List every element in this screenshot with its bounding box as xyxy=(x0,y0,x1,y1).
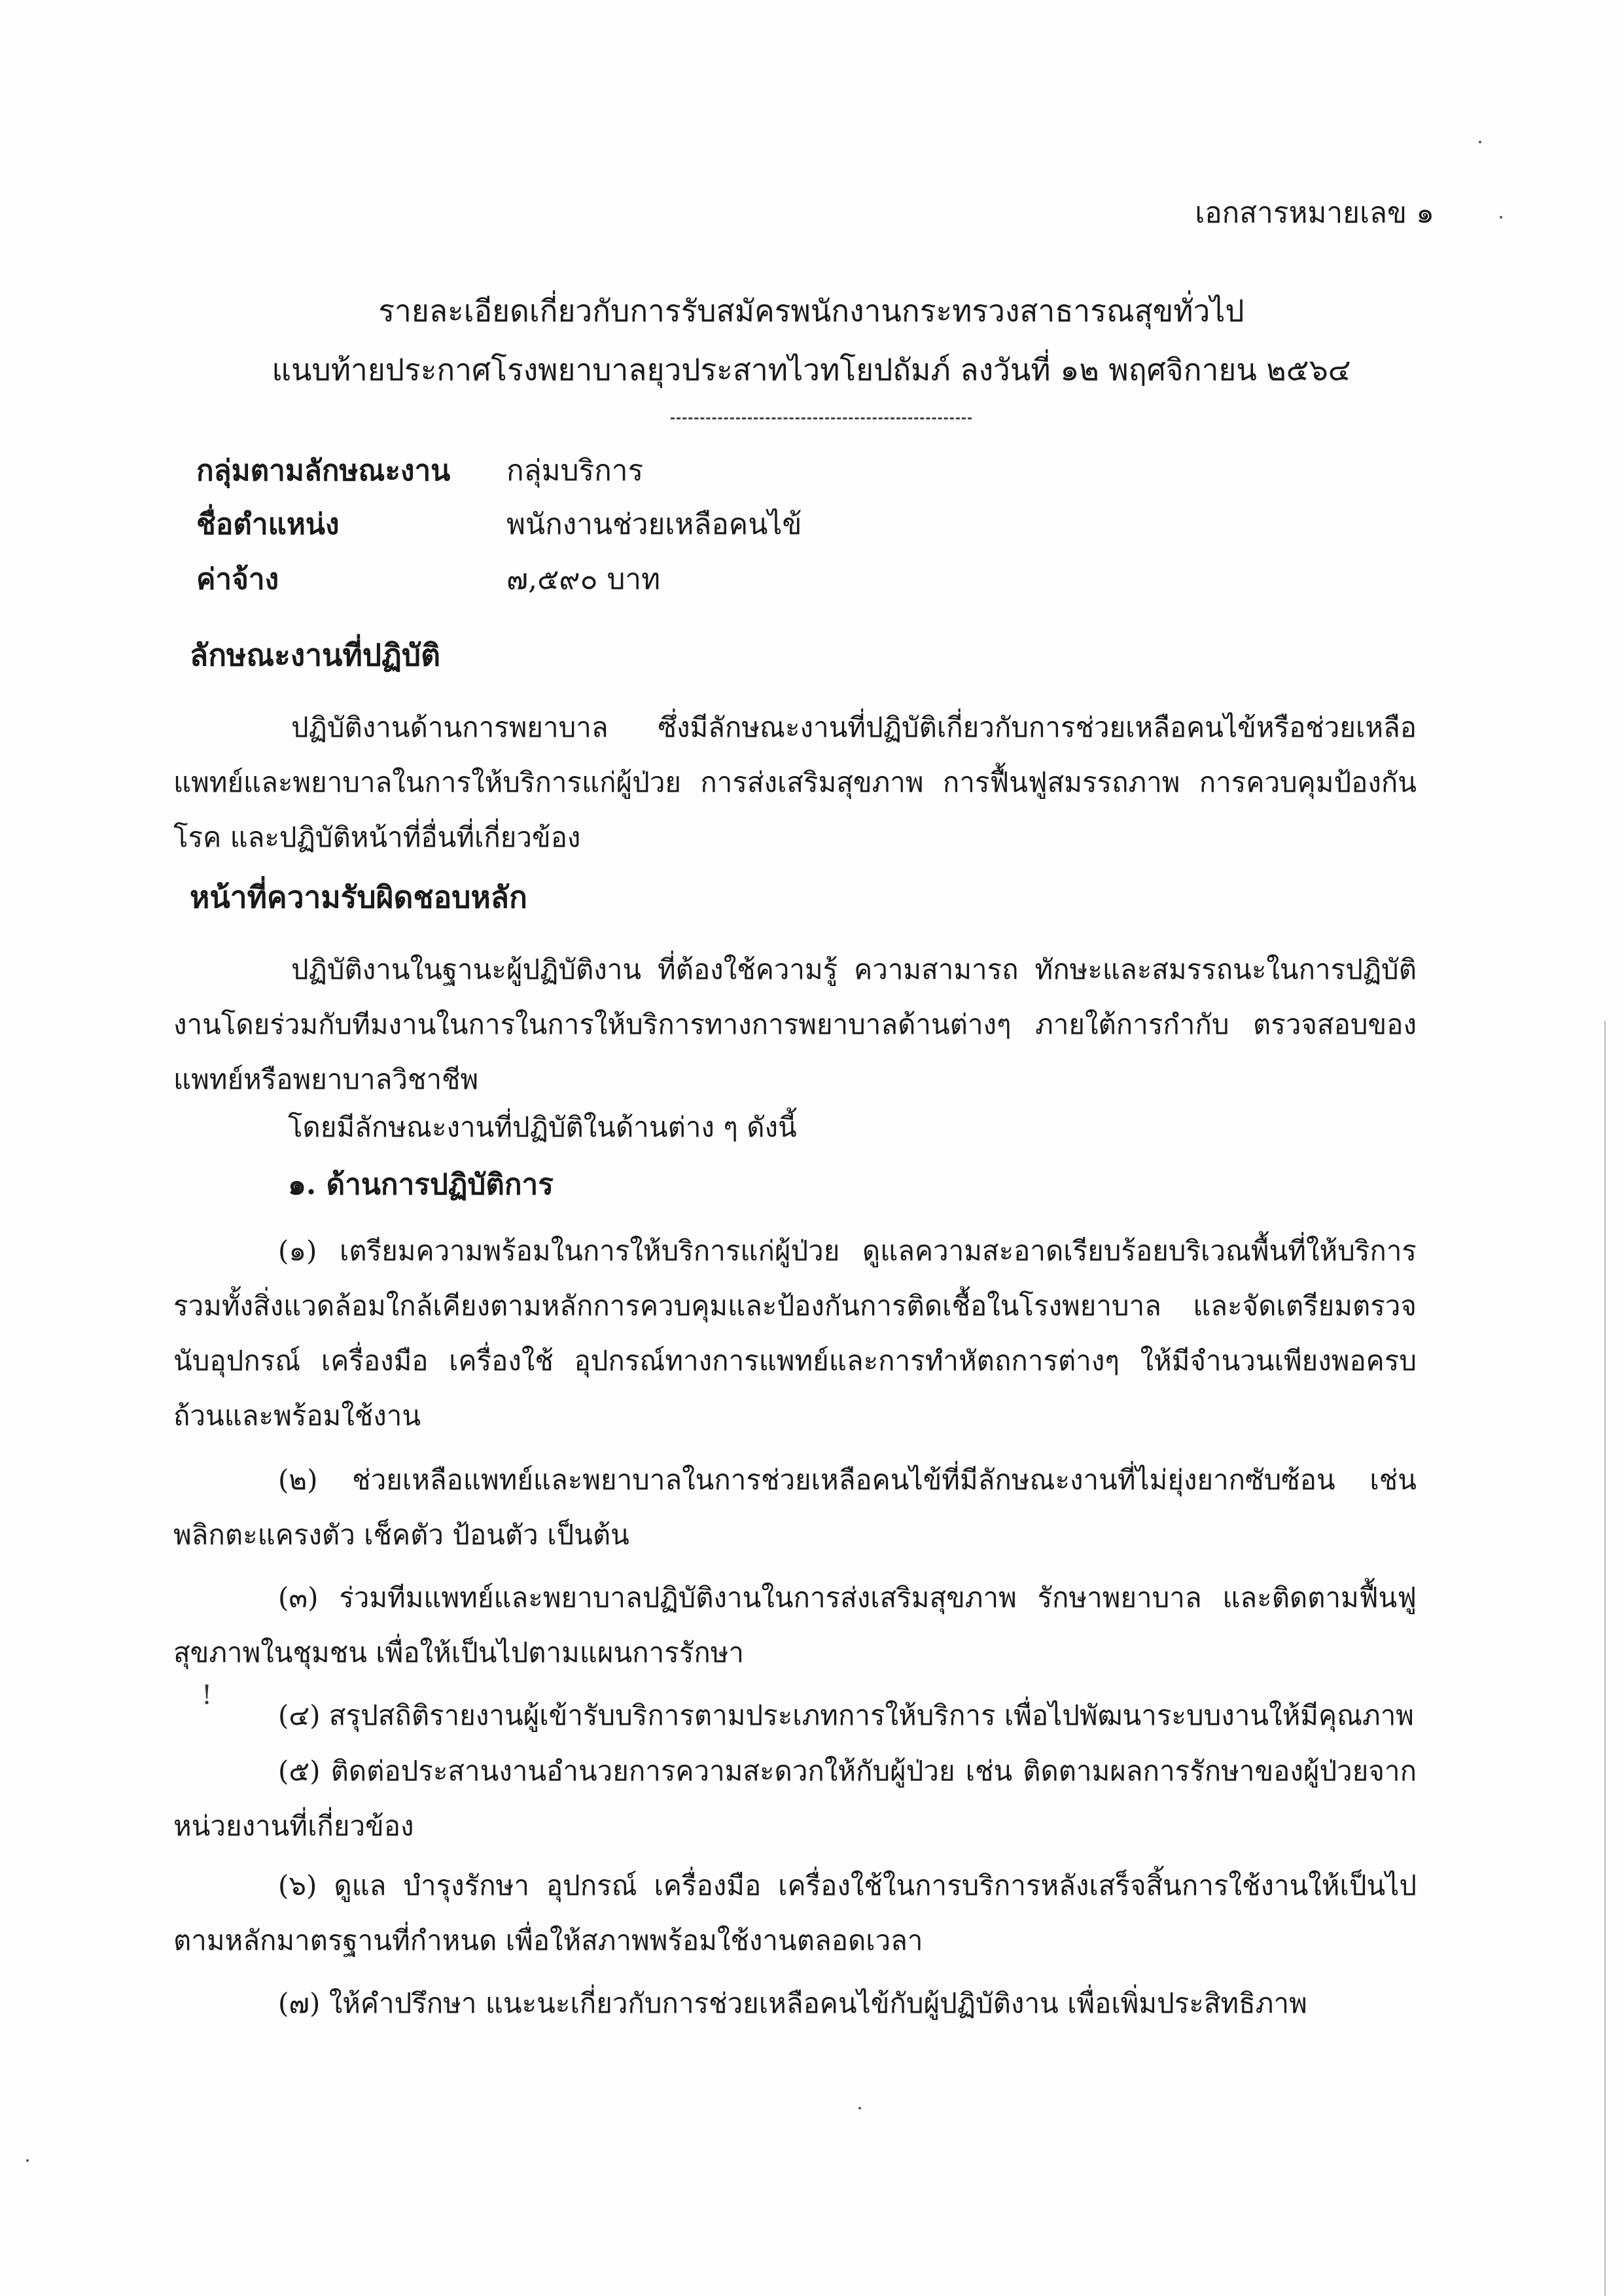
info-label: ค่าจ้าง xyxy=(196,563,279,596)
info-label: ชื่อตำแหน่ง xyxy=(196,508,340,541)
info-value: พนักงานช่วยเหลือคนไข้ xyxy=(506,508,802,541)
paragraph-responsibilities: ปฏิบัติงานในฐานะผู้ปฏิบัติงาน ที่ต้องใช้ความรู้ ความสามารถ ทักษะและสมรรถนะในการปฏิบัติงานโดยร่วมกับทีมงานในการในการให้บริการทางการพยาบาลด้านต่างๆ ภายใต้การกำกับ ตรวจสอบของแพทย์หรือพยาบาลวิชาชีพ xyxy=(173,953,1417,1095)
info-value: ๗,๕๙๐ บาท xyxy=(506,563,661,596)
list-item: (๑) เตรียมความพร้อมในการให้บริการแก่ผู้ป่วย ดูแลความสะอาดเรียบร้อยบริเวณพื้นที่ให้บริการรวมทั้งสิ่งแวดล้อมใกล้เคียงตามหลักการควบคุมและป้องกันการติดเชื้อในโรงพยาบาล และจัดเตรียมตรวจนับอุปกรณ์ เครื่องมือ เครื่องใช้ อุปกรณ์ทางการแพทย์และการทำหัตถการต่างๆ ให้มีจำนวนเพียงพอครบถ้วนและพร้อมใช้งาน xyxy=(173,1235,1417,1432)
responsibilities-intro: โดยมีลักษณะงานที่ปฏิบัติในด้านต่าง ๆ ดังนี้ xyxy=(288,1111,797,1143)
list-item: (๒) ช่วยเหลือแพทย์และพยาบาลในการช่วยเหลือคนไข้ที่มีลักษณะงานที่ไม่ยุ่งยากซับซ้อน เช่น พลิกตะแครงตัว เช็คตัว ป้อนตัว เป็นต้น xyxy=(173,1464,1417,1551)
scan-edge-line xyxy=(1604,1021,1606,2296)
list-item: (๔) สรุปสถิติรายงานผู้เข้ารับบริการตามประเภทการให้บริการ เพื่อไปพัฒนาระบบงานให้มีคุณภาพ xyxy=(278,1699,1414,1731)
info-row-position xyxy=(196,499,802,551)
title-line-1: รายละเอียดเกี่ยวกับการรับสมัครพนักงานกระทรวงสาธารณสุขทั่วไป xyxy=(378,293,1244,328)
list-item: (๗) ให้คำปรึกษา แนะนะเกี่ยวกับการช่วยเหลือคนไข้กับผู้ปฏิบัติงาน เพื่อเพิ่มประสิทธิภาพ xyxy=(278,1987,1307,2019)
info-row-wage xyxy=(196,554,660,606)
document-title xyxy=(170,281,1453,399)
info-row-job-group xyxy=(196,445,643,497)
list-item: (๖) ดูแล บำรุงรักษา อุปกรณ์ เครื่องมือ เครื่องใช้ในการบริการหลังเสร็จสิ้นการใช้งานให้เป็นไปตามหลักมาตรฐานที่กำหนด เพื่อให้สภาพพร้อมใช้งานตลอดเวลา xyxy=(173,1869,1417,1956)
info-label: กลุ่มตามลักษณะงาน xyxy=(196,454,451,487)
list-item: (๓) ร่วมทีมแพทย์และพยาบาลปฏิบัติงานในการส่งเสริมสุขภาพ รักษาพยาบาล และติดตามฟื้นฟูสุขภาพในชุมชน เพื่อให้เป็นไปตามแผนการรักษา xyxy=(173,1581,1417,1669)
dashed-divider xyxy=(671,417,972,419)
scan-speck xyxy=(1479,141,1481,143)
section-heading-job-nature: ลักษณะงานที่ปฏิบัติ xyxy=(190,637,440,673)
scan-speck xyxy=(858,2107,861,2110)
scan-speck xyxy=(26,2159,29,2162)
info-value: กลุ่มบริการ xyxy=(506,454,644,487)
document-number: เอกสารหมายเลข ๑ xyxy=(1195,196,1434,230)
sub-heading-operations: ๑. ด้านการปฏิบัติการ xyxy=(288,1168,554,1201)
section-heading-responsibilities: หน้าที่ความรับผิดชอบหลัก xyxy=(190,879,527,915)
scan-speck xyxy=(1500,216,1502,219)
title-line-2: แนบท้ายประกาศโรงพยาบาลยุวประสาทไวทโยปถัมภ์ ลงวันที่ ๑๒ พฤศจิกายน ๒๕๖๔ xyxy=(272,352,1351,387)
paragraph-job-nature: ปฏิบัติงานด้านการพยาบาล ซึ่งมีลักษณะงานที่ปฏิบัติเกี่ยวกับการช่วยเหลือคนไข้หรือช่วยเหลือแพทย์และพยาบาลในการให้บริการแก่ผู้ป่วย การส่งเสริมสุขภาพ การฟื้นฟูสมรรถภาพ การควบคุมป้องกันโรค และปฏิบัติหน้าที่อื่นที่เกี่ยวข้อง xyxy=(173,711,1417,853)
list-item: (๕) ติดต่อประสานงานอำนวยการความสะดวกให้กับผู้ป่วย เช่น ติดตามผลการรักษาของผู้ป่วยจากหน่วยงานที่เกี่ยวข้อง xyxy=(173,1755,1417,1842)
margin-tick-mark: ! xyxy=(202,1680,213,1710)
